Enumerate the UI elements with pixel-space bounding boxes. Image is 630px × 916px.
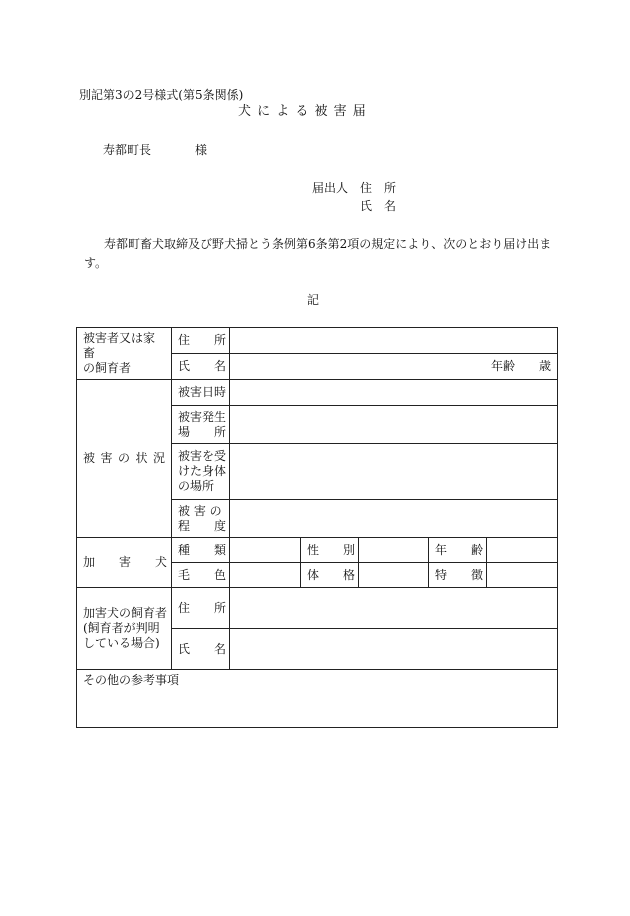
damage-datetime-label: 被害日時: [172, 380, 230, 406]
applicant-label: 届出人: [312, 181, 349, 195]
dog-age-label: 年 齢: [429, 538, 487, 563]
addressee-honorific: 様: [195, 143, 208, 157]
owner-name-field[interactable]: [230, 629, 558, 670]
victim-header-line2: の飼育者: [83, 361, 132, 375]
page-title: 犬 に よ る 被 害 届: [238, 104, 367, 119]
other-notes-label: その他の参考事項: [83, 673, 180, 687]
sex-field[interactable]: [359, 538, 429, 563]
other-notes-cell[interactable]: [77, 670, 558, 728]
owner-name-label: 氏 名: [172, 629, 230, 670]
degree-line1: 被 害 の: [178, 503, 222, 518]
body-text-line2: す。: [84, 256, 108, 270]
owner-header-line2: (飼育者が判明: [83, 621, 160, 635]
form-number: 別記第3の2号様式(第5条関係): [79, 88, 244, 102]
breed-field[interactable]: [230, 538, 301, 563]
damage-place-line1: 被害発生: [178, 409, 227, 424]
degree-label: [172, 500, 230, 538]
body-part-line1: 被害を受: [178, 449, 227, 463]
build-label: 体 格: [301, 563, 359, 588]
damage-status-header: 被 害 の 状 況: [77, 380, 172, 538]
damage-datetime-field[interactable]: [230, 380, 558, 406]
features-label: 特 徴: [429, 563, 487, 588]
age-label: 年齢 歳: [491, 359, 552, 373]
color-field[interactable]: [230, 563, 301, 588]
victim-header-line1: 被害者又は家畜: [83, 331, 156, 360]
degree-field[interactable]: [230, 500, 558, 538]
body-part-field[interactable]: [230, 444, 558, 500]
owner-header-line3: している場合): [83, 636, 160, 650]
victim-name-field[interactable]: [230, 354, 558, 380]
degree-line2: 程 度: [178, 518, 227, 533]
body-part-label: [172, 444, 230, 500]
owner-header-line1: 加害犬の飼育者: [83, 606, 168, 620]
damage-place-line2: 場 所: [178, 424, 227, 439]
build-field[interactable]: [359, 563, 429, 588]
owner-address-field[interactable]: [230, 588, 558, 629]
features-field[interactable]: [487, 563, 558, 588]
victim-header-cell: [77, 328, 172, 380]
victim-address-field[interactable]: [230, 328, 558, 354]
sex-label: 性 別: [301, 538, 359, 563]
dog-age-field[interactable]: [487, 538, 558, 563]
owner-address-label: 住 所: [172, 588, 230, 629]
breed-label: 種 類: [172, 538, 230, 563]
applicant-address-label: 住 所: [360, 181, 397, 195]
damage-place-field[interactable]: [230, 406, 558, 444]
applicant-name-label: 氏 名: [360, 199, 397, 213]
body-part-line3: の場所: [178, 479, 215, 493]
body-text-line1: 寿都町畜犬取締及び野犬掃とう条例第6条第2項の規定により、次のとおり届け出ま: [104, 237, 552, 251]
addressee-name: 寿都町長: [103, 143, 152, 157]
offending-dog-header: 加 害 犬: [77, 538, 172, 588]
damage-report-table: [76, 327, 558, 728]
owner-header-cell: [77, 588, 172, 670]
color-label: 毛 色: [172, 563, 230, 588]
victim-address-label: 住 所: [172, 328, 230, 354]
body-part-line2: けた身体: [178, 464, 227, 478]
ki-heading: 記: [307, 293, 320, 307]
victim-name-label: 氏 名: [172, 354, 230, 380]
damage-place-label: [172, 406, 230, 444]
